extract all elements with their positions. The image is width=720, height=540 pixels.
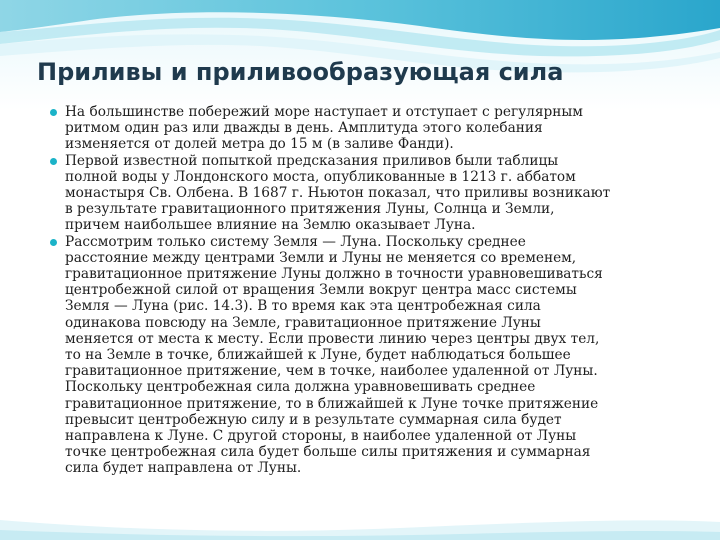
bullet-item <box>48 153 688 234</box>
bullet-line: расстояние между центрами Земли и Луны не меняется со временем, <box>65 249 577 266</box>
slide-body <box>48 104 688 477</box>
bullet-line: гравитационное притяжение, чем в точке, наиболее удаленной от Луны. <box>65 363 598 380</box>
bullet-item <box>48 104 688 153</box>
bullet-dot-icon <box>50 239 57 246</box>
bullet-line: меняется от места к месту. Если провести линию через центры двух тел, <box>65 330 600 347</box>
bullet-line: ритмом один раз или дважды в день. Амплитуда этого колебания <box>65 120 543 137</box>
bullet-line: направлена к Луне. С другой стороны, в наиболее удаленной от Луны <box>65 428 577 445</box>
bullet-line: превысит центробежную силу и в результате суммарная сила будет <box>65 411 562 428</box>
bullet-line: Поскольку центробежная сила должна уравновешивать среднее <box>65 379 536 396</box>
bullet-line: На большинстве побережий море наступает и отступает с регулярным <box>65 104 583 120</box>
bullet-dot-icon <box>50 109 57 116</box>
bullet-line: точке центробежная сила будет больше силы притяжения и суммарная <box>65 444 591 461</box>
bullet-line: гравитационное притяжение, то в ближайшей к Луне точке притяжение <box>65 395 599 412</box>
bullet-line: гравитационное притяжение Луны должно в точности уравновешиваться <box>65 266 603 283</box>
bullet-line: Первой известной попыткой предсказания приливов были таблицы <box>65 152 559 169</box>
bullet-line: причем наибольшее влияние на Землю оказывает Луна. <box>65 217 476 234</box>
bullet-line: Земля — Луна (рис. 14.3). В то время как эта центробежная сила <box>65 298 541 315</box>
bullet-line: полной воды у Лондонского моста, опубликованные в 1213 г. аббатом <box>65 168 576 185</box>
bullet-line: монастыря Св. Олбена. В 1687 г. Ньютон показал, что приливы возникают <box>65 185 611 202</box>
slide-title: Приливы и приливообразующая сила <box>37 58 564 86</box>
bullet-line: изменяется от долей метра до 15 м (в заливе Фанди). <box>65 136 454 153</box>
bottom-wave-decoration <box>0 500 720 540</box>
bullet-line: в результате гравитационного притяжения Луны, Солнца и Земли, <box>65 201 555 218</box>
bullet-line: то на Земле в точке, ближайшей к Луне, будет наблюдаться большее <box>65 347 571 364</box>
bullet-dot-icon <box>50 158 57 165</box>
bullet-line: Рассмотрим только систему Земля — Луна. Поскольку среднее <box>65 233 526 250</box>
bullet-item <box>48 234 688 477</box>
bullet-line: сила будет направлена от Луны. <box>65 460 302 477</box>
bullet-line: одинакова повсюду на Земле, гравитационное притяжение Луны <box>65 314 541 331</box>
top-wave-decoration <box>0 0 720 110</box>
bullet-line: центробежной силой от вращения Земли вокруг центра масс системы <box>65 282 577 299</box>
